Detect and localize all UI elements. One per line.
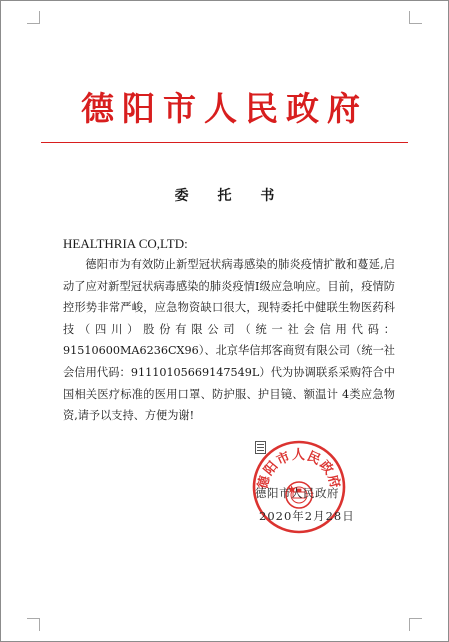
letter-body: 德阳市为有效防止新型冠状病毒感染的肺炎疫情扩散和蔓延,启动了应对新型冠状病毒感染的肺炎疫情Ⅰ级应急响应。目前，疫情防控形势非常严峻，应急物资缺口很大，现特委托中健联生物医药科技（四川）股份有限公司（统一社会信用代码：91510600MA6236CX96）、北京华信邦客商贸有限公司（统一社会信用代码：91110105669147549L）代为协调联系采购符合中国相关医疗标准的医用口罩、防护服、护目镜、额温计 4类应急物资,请予以支持、方便为谢! [63,258,395,423]
note-icon[interactable] [255,441,266,454]
seal-text: 德阳市人民政府 [255,448,343,491]
signer-name: 德阳市人民政府 [255,486,339,500]
crop-mark-top-left [27,11,40,24]
document-title: 委 托 书 [174,188,287,204]
issuer-heading: 德阳市人民政府 [81,89,368,128]
red-divider [41,142,408,143]
crop-mark-bottom-right [409,618,422,631]
crop-mark-top-right [409,11,422,24]
crop-mark-bottom-left [27,618,40,631]
signing-date: 2020年2月28日 [259,509,355,523]
addressee: HEALTHRIA CO,LTD: [63,236,188,251]
